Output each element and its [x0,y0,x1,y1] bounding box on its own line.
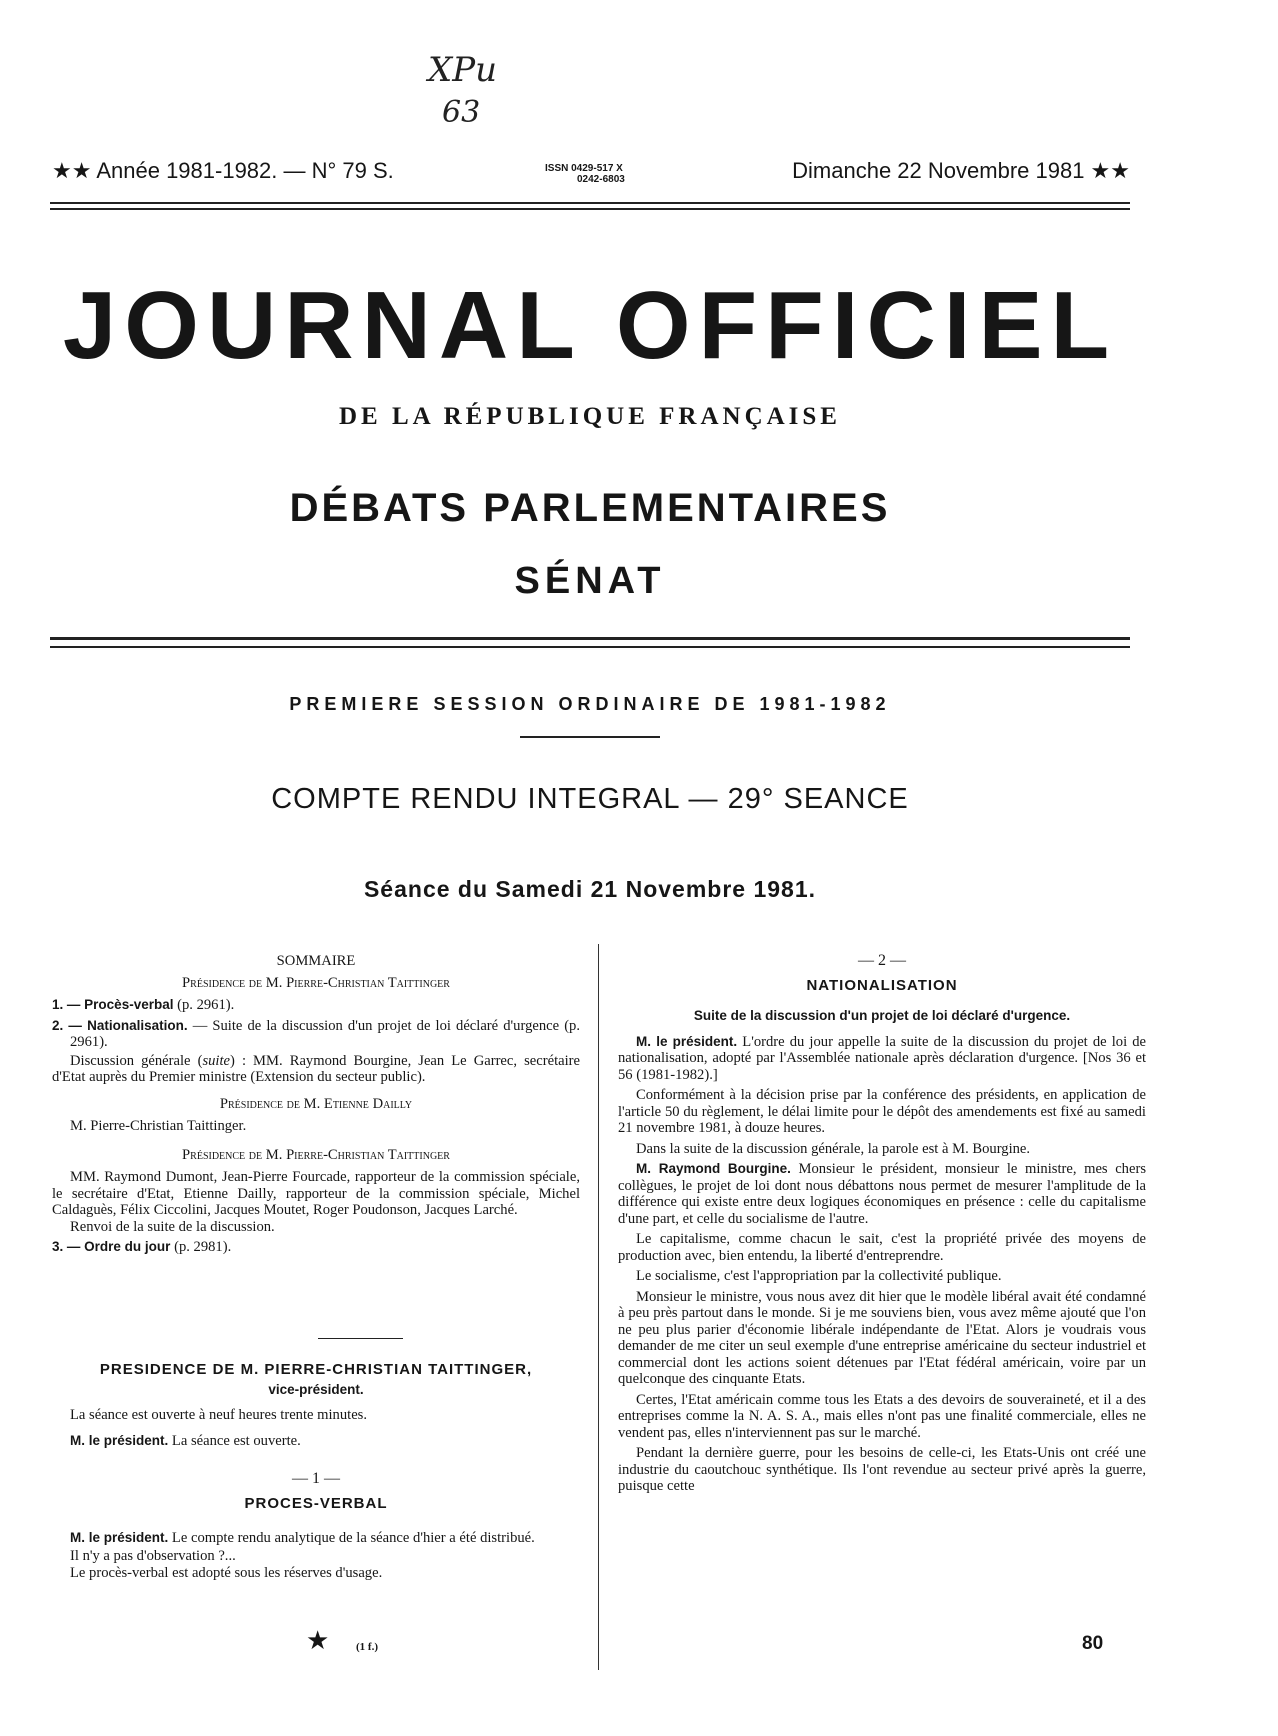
sommaire-heading: SOMMAIRE [276,953,356,969]
pv-adopted: Le procès-verbal est adopté sous les réserves d'usage. [70,1565,383,1581]
seance-date: Séance du Samedi 21 Novembre 1981. [363,876,817,902]
item-1-title: — Procès-verbal [66,997,174,1012]
paragraph-9: Pendant la dernière guerre, pour les besoins de celle-ci, les Etats-Unis ont créé une industrie du caoutchouc synthétique. Ils l'ont revendue au secteur privé après la guerre, puisque cette [618,1445,1146,1494]
item-2-number: 2. [52,1017,64,1033]
p1-text: L'ordre du jour appelle la suite de la discussion du projet de loi de nationalisation, adopté par l'Assemblée nationale après déclaration d'urgence. [Nos 36 et 56 (1981-1982).] [618,1033,1146,1083]
pv-label: M. le président. [70,1530,169,1545]
p4-speaker: M. Raymond Bourgine. [636,1161,791,1176]
discussion-text-b: ) : MM. Raymond Bourgine, Jean Le Garrec, secrétaire d'Etat auprès du Premier ministre (Extension du secteur public). [52,1052,580,1085]
presidence-heading: PRESIDENCE DE M. PIERRE-CHRISTIAN TAITTINGER, [99,1361,533,1378]
masthead-rule [50,637,1130,648]
item-2-title: — Nationalisation. [68,1017,188,1033]
paragraph-7: Monsieur le ministre, vous nous avez dit hier que le modèle libéral avait été condamné à peu près partout dans le monde. Si je me souviens bien, vous avez même ajouté que l'on ne peu plus parier d'économie libérale indépendante de l'Etat. Alors je voudrais vous demander de me citer un seul exemple d'une entreprise américaine du secteur industriel et commercial dont les actions soient détenues par l'Etat fédéral américain, voire par un quelconque des cinquante Etats. [618,1288,1146,1387]
handwritten-note: XPu [428,50,497,90]
report-title: COMPTE RENDU INTEGRAL — 29° SEANCE [271,783,909,815]
opening-text: La séance est ouverte à neuf heures trente minutes. [70,1407,368,1423]
left-column-body [52,1362,580,1586]
issn-line-2: 0242-6803 [577,174,625,185]
sommaire-item-2 [52,1018,580,1051]
right-column [618,953,1146,1499]
renvoi-text: Renvoi de la suite de la discussion. [70,1218,275,1235]
section-2-title: NATIONALISATION [806,976,958,994]
sommaire-end-rule [318,1338,403,1339]
item-1-page: (p. 2961). [173,997,235,1013]
presidence-3-speakers: MM. Raymond Dumont, Jean-Pierre Fourcade, rapporteur de la commission spéciale, le secrétaire d'Etat, Etienne Dailly, rapporteur de la commission spéciale, Michel Caldaguès, Félix Ciccolini, Jacques Moutet, Roger Poudonson, Jacques Larché. [52,1169,580,1218]
president-label: M. le président. [70,1432,169,1448]
footer-star: ★ [306,1626,330,1655]
paragraph-1 [618,1034,1146,1084]
paragraph-5: Le capitalisme, comme chacun le sait, c'est la propriété privée des moyens de production avec, bien entendu, la liberté d'entreprendre. [618,1231,1146,1264]
item-1-number: 1. [52,997,64,1012]
item-2-text: — Suite de la discussion d'un projet de loi déclaré d'urgence (p. 2961). [70,1017,580,1050]
pv-observation: Il n'y a pas d'observation ?... [70,1547,236,1564]
footer-price: (1 f.) [356,1641,378,1653]
masthead-title: JOURNAL OFFICIEL [62,272,1118,379]
paragraph-2: Conformément à la décision prise par la conférence des présidents, en application de l'article 50 du règlement, le délai limite pour le dépôt des amendements est fixé au samedi 21 novembre 1981, à douze heures. [618,1087,1146,1136]
handwritten-number: 63 [442,95,481,130]
president-statement [52,1433,580,1450]
masthead-subtitle: DE LA RÉPUBLIQUE FRANÇAISE [339,403,841,430]
pv-text: Le compte rendu analytique de la séance d'hier a été distribué. [168,1530,535,1546]
item-3-title: — Ordre du jour [66,1239,171,1254]
sommaire-item-3 [52,1239,580,1256]
session-title: PREMIERE SESSION ORDINAIRE DE 1981-1982 [289,694,891,714]
presidence-2: Présidence de M. Etienne Dailly [219,1095,413,1112]
paragraph-3: Dans la suite de la discussion générale, la parole est à M. Bourgine. [636,1140,1031,1157]
presidence-2-speaker: M. Pierre-Christian Taittinger. [70,1118,247,1134]
presidence-3: Présidence de M. Pierre-Christian Taittinger [182,1146,450,1163]
section-1-title: PROCES-VERBAL [244,1494,388,1512]
issn-line-1: ISSN 0429-517 X [545,163,623,174]
column-divider [598,944,599,1670]
paragraph-6: Le socialisme, c'est l'appropriation par la collectivité publique. [636,1268,1002,1284]
sommaire-item-1 [52,997,580,1014]
page-number: 80 [1082,1633,1104,1654]
section-2-number: — 2 — [858,952,906,969]
item-3-number: 3. [52,1239,64,1254]
discussion-suite: suite [202,1052,231,1069]
p4-text: Monsieur le président, monsieur le ministre, mes chers collègues, le projet de loi dont nous débattons nous permet de mesurer l'amplitude de la différence qui existe entre deux logiques économiques en présence : celle du capitalisme d'une part, et celle du socialisme de l'autre. [618,1161,1146,1227]
item-3-page: (p. 2981). [170,1239,232,1255]
header-rule [50,202,1130,210]
president-text: La séance est ouverte. [168,1432,301,1449]
chamber-title: SÉNAT [514,560,666,602]
pv-statement [52,1530,580,1547]
item-2-discussion [52,1053,580,1086]
paragraph-4 [618,1161,1146,1227]
session-rule [520,736,660,738]
issn-block [545,163,655,185]
presidence-1: Présidence de M. Pierre-Christian Taittinger [182,974,450,991]
paragraph-8: Certes, l'Etat américain comme tous les Etats a des devoirs de souveraineté, et il a des entreprises comme la N. A. S. A., mais elles n'ont pas une finalité commerciale, elles ne vendent pas, elles n'interviennent pas sur le marché. [618,1391,1146,1441]
left-column [52,953,580,1260]
discussion-text-a: Discussion générale ( [70,1052,203,1069]
issue-year-number: ★★ Année 1981-1982. — N° 79 S. [52,158,394,183]
section-2-subtitle: Suite de la discussion d'un projet de loi déclaré d'urgence. [693,1008,1071,1023]
section-1-number: — 1 — [292,1470,340,1487]
p1-speaker: M. le président. [636,1033,738,1049]
debates-title: DÉBATS PARLEMENTAIRES [289,486,891,530]
presidence-subheading: vice-président. [268,1381,364,1397]
issue-date: Dimanche 22 Novembre 1981 ★★ [792,158,1130,183]
